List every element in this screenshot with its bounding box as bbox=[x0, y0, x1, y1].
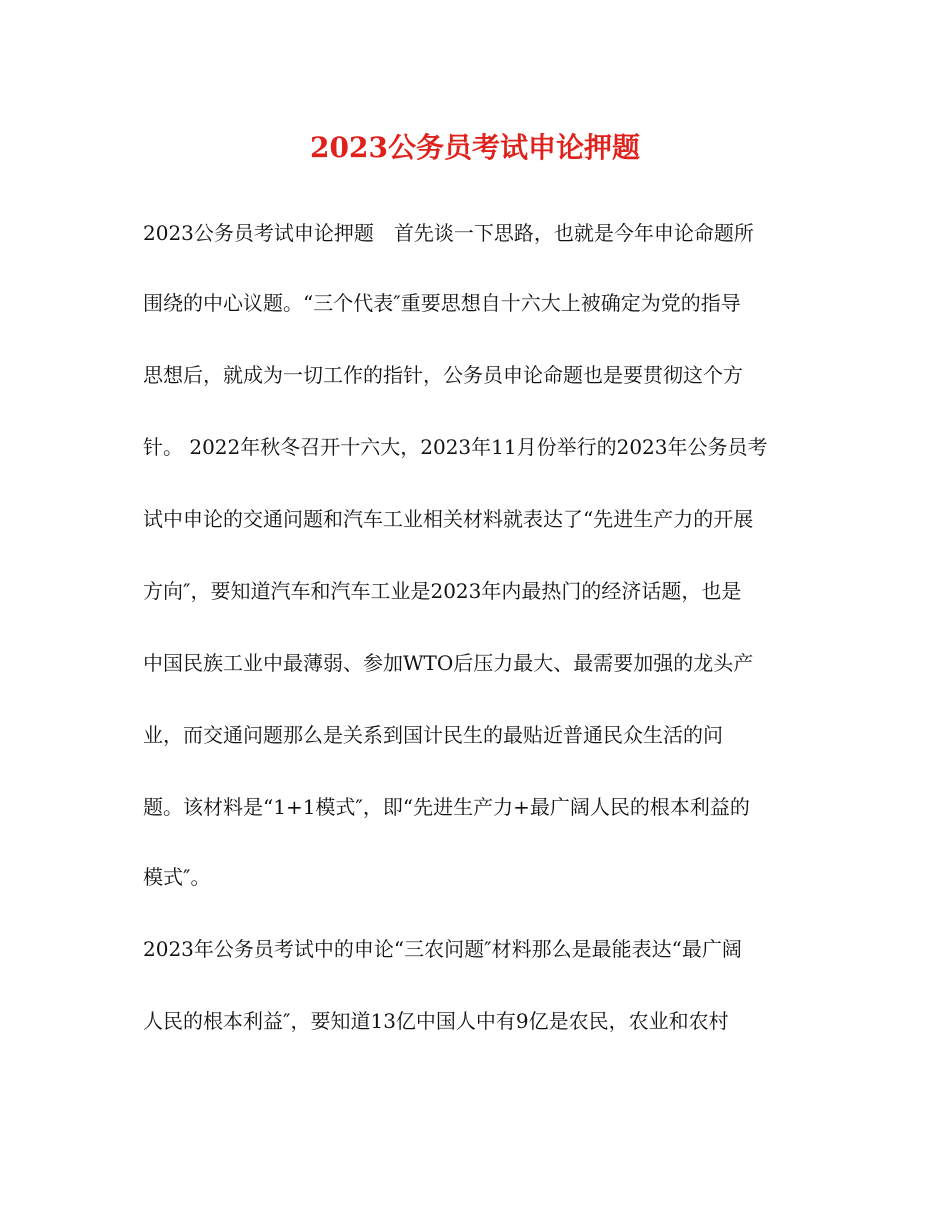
body-line: 人民的根本利益″，要知道13亿中国人中有9亿是农民，农业和农村 bbox=[143, 1009, 729, 1033]
body-line: 针。 2022年秋冬召开十六大，2023年11月份举行的2023年公务员考 bbox=[143, 435, 768, 459]
body-line: 围绕的中心议题。“三个代表″重要思想自十六大上被确定为党的指导 bbox=[143, 291, 741, 315]
body-line: 思想后，就成为一切工作的指针，公务员申论命题也是要贯彻这个方 bbox=[143, 363, 743, 387]
body-line: 2023公务员考试申论押题 首先谈一下思路，也就是今年申论命题所 bbox=[143, 221, 754, 245]
body-line: 2023年公务员考试中的申论“三农问题″材料那么是最能表达“最广阔 bbox=[143, 937, 742, 961]
body-line: 模式″。 bbox=[143, 865, 211, 889]
body-line: 题。该材料是“1+1模式″，即“先进生产力+最广阔人民的根本利益的 bbox=[143, 795, 750, 819]
document-title: 2023公务员考试申论押题 bbox=[310, 131, 640, 164]
body-line: 方向″，要知道汽车和汽车工业是2023年内最热门的经济话题，也是 bbox=[143, 579, 742, 603]
body-line: 试中申论的交通问题和汽车工业相关材料就表达了“先进生产力的开展 bbox=[143, 507, 754, 531]
body-line: 中国民族工业中最薄弱、参加WTO后压力最大、最需要加强的龙头产 bbox=[143, 651, 754, 675]
body-line: 业，而交通问题那么是关系到国计民生的最贴近普通民众生活的问 bbox=[143, 723, 723, 747]
